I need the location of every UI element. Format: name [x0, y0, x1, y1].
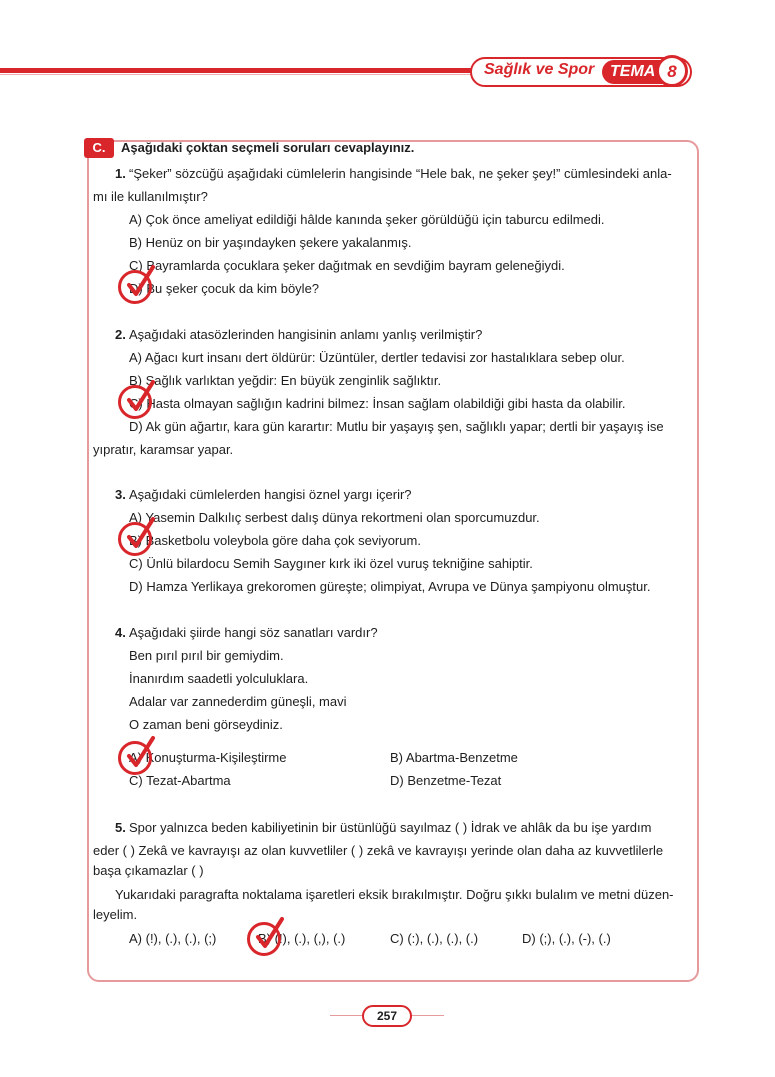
q2-stem: Aşağıdaki atasözlerinden hangisinin anlamı yanlış verilmiştir? [129, 327, 483, 342]
theme-label: TEMA [602, 60, 664, 84]
q4-number: 4. [115, 625, 126, 640]
header-rule-thin [0, 74, 490, 75]
q2-option-d-line1[interactable]: D) Ak gün ağartır, kara gün karartır: Mutlu bir yaşayış şen, sağlıklı yapar; dertli bir yaşayış ise [129, 419, 664, 434]
q5-answer-check-icon [247, 922, 281, 956]
q5-note-line1: Yukarıdaki paragrafta noktalama işaretleri eksik bırakılmıştır. Doğru şıkkı bulalım ve metni düzen- [115, 887, 674, 902]
q4-poem-line: İnanırdım saadetli yolculuklara. [129, 671, 309, 686]
q2-option-d-line2: yıpratır, karamsar yapar. [93, 442, 234, 457]
q3-answer-check-icon [118, 522, 152, 556]
q1-option-d[interactable]: D) Bu şeker çocuk da kim böyle? [129, 281, 320, 296]
section-title: Aşağıdaki çoktan seçmeli soruları cevaplayınız. [121, 140, 415, 155]
q3-stem: Aşağıdaki cümlelerden hangisi öznel yargı içerir? [129, 487, 412, 502]
q1-option-b[interactable]: B) Henüz on bir yaşındayken şekere yakalanmış. [129, 235, 412, 250]
page-number-rule-left [330, 1015, 362, 1016]
q2-option-a[interactable]: A) Ağacı kurt insanı dert öldürür: Üzüntüler, dertler tedavisi zor hastalıklara sebep olur. [129, 350, 625, 365]
q1-answer-check-icon [118, 270, 152, 304]
page-number: 257 [362, 1005, 412, 1027]
q5-option-d[interactable]: D) (;), (.), (-), (.) [522, 931, 611, 946]
q4-option-d[interactable]: D) Benzetme-Tezat [390, 773, 502, 788]
q2-option-b[interactable]: B) Sağlık varlıktan yeğdir: En büyük zenginlik sağlıktır. [129, 373, 442, 388]
q2-option-c[interactable]: C) Hasta olmayan sağlığın kadrini bilmez: İnsan sağlam olabildiği gibi hasta da olabilir. [129, 396, 626, 411]
header-rule [0, 68, 490, 73]
q4-stem: Aşağıdaki şiirde hangi söz sanatları vardır? [129, 625, 378, 640]
q3-option-d[interactable]: D) Hamza Yerlikaya grekoromen güreşte; olimpiyat, Avrupa ve Dünya şampiyonu olmuştur. [129, 579, 651, 594]
theme-number: 8 [656, 55, 688, 87]
q2-answer-check-icon [118, 385, 152, 419]
q4-option-c[interactable]: C) Tezat-Abartma [129, 773, 231, 788]
q5-option-a[interactable]: A) (!), (.), (.), (;) [129, 931, 217, 946]
q5-text-line2: eder ( ) Zekâ ve kavrayışı az olan kuvvetliler ( ) zekâ ve kavrayışı yerinde olan daha az kuvvetlilerle [93, 843, 664, 858]
q1-stem-line2: mı ile kullanılmıştır? [93, 189, 208, 204]
q5-note-line2: leyelim. [93, 907, 138, 922]
q4-poem-line: O zaman beni görseydiniz. [129, 717, 283, 732]
q2-number: 2. [115, 327, 126, 342]
q5-text-line3: başa çıkamazlar ( ) [93, 863, 204, 878]
q5-option-c[interactable]: C) (:), (.), (.), (.) [390, 931, 479, 946]
q3-option-c[interactable]: C) Ünlü bilardocu Semih Saygıner kırk iki özel vuruş tekniğine sahiptir. [129, 556, 533, 571]
q5-option-b[interactable]: B) (!), (.), (,), (.) [258, 931, 346, 946]
q3-option-a[interactable]: A) Yasemin Dalkılıç serbest dalış dünya rekortmeni olan sporcumuzdur. [129, 510, 540, 525]
q3-option-b[interactable]: B) Basketbolu voleybola göre daha çok seviyorum. [129, 533, 421, 548]
q5-text-line1: Spor yalnızca beden kabiliyetinin bir üstünlüğü sayılmaz ( ) İdrak ve ahlâk da bu işe yardım [129, 820, 652, 835]
q1-option-c[interactable]: C) Bayramlarda çocuklara şeker dağıtmak en sevdiğim bayram geleneğiydi. [129, 258, 565, 273]
section-badge: C. [84, 138, 114, 158]
q1-number: 1. [115, 166, 126, 181]
q4-option-b[interactable]: B) Abartma-Benzetme [390, 750, 518, 765]
q4-poem-line: Ben pırıl pırıl bir gemiydim. [129, 648, 284, 663]
page-number-rule-right [412, 1015, 444, 1016]
q3-number: 3. [115, 487, 126, 502]
q5-number: 5. [115, 820, 126, 835]
q1-option-a[interactable]: A) Çok önce ameliyat edildiği hâlde kanında şeker görüldüğü için taburcu edilmedi. [129, 212, 605, 227]
q1-stem-line1: “Şeker” sözcüğü aşağıdaki cümlelerin hangisinde “Hele bak, ne şeker şey!” cümlesindeki anla- [129, 166, 672, 181]
theme-title: Sağlık ve Spor [484, 61, 595, 78]
q4-answer-check-icon [118, 741, 152, 775]
q4-poem-line: Adalar var zannederdim güneşli, mavi [129, 694, 347, 709]
q4-option-a[interactable]: A) Konuşturma-Kişileştirme [129, 750, 287, 765]
